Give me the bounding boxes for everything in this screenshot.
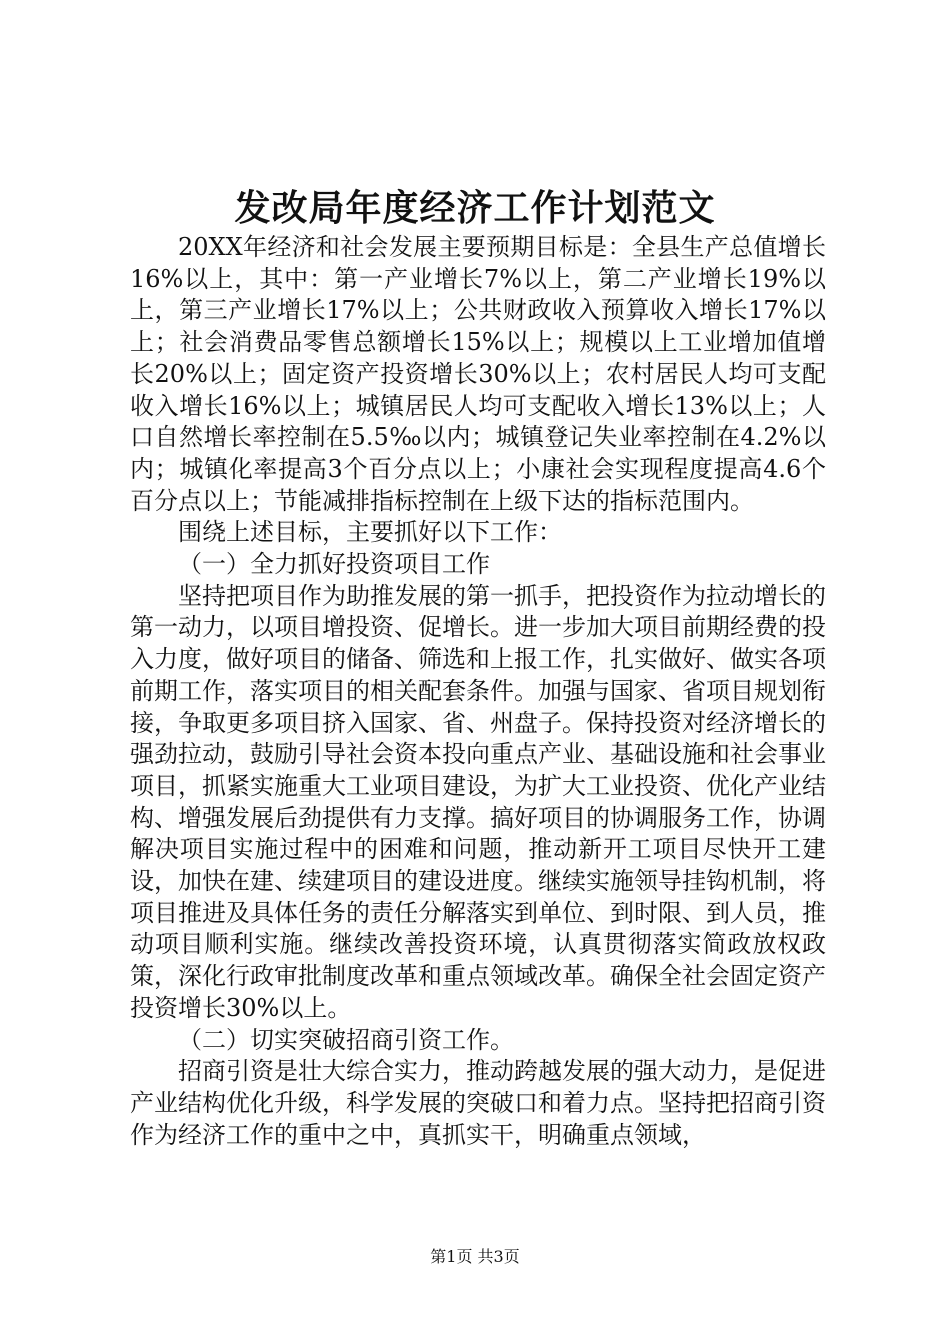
paragraph-investment: 坚持把项目作为助推发展的第一抓手，把投资作为拉动增长的第一动力，以项目增投资、促增长。进一步加大项目前期经费的投入力度，做好项目的储备、筛选和上报工作，扎实做好、做实各项前期工作，落实项目的相关配套条件。加强与国家、省项目规划衔接，争取更多项目挤入国家、省、州盘子。保持投资对经济增长的强劲拉动，鼓励引导社会资本投向重点产业、基础设施和社会事业项目，抓紧实施重大工业项目建设，为扩大工业投资、优化产业结构、增强发展后劲提供有力支撑。搞好项目的协调服务工作，协调解决项目实施过程中的困难和问题，推动新开工项目尽快开工建设，加快在建、续建项目的建设进度。继续实施领导挂钩机制，将项目推进及具体任务的责任分解落实到单位、到时限、到人员，推动项目顺利实施。继续改善投资环境，认真贯彻落实简政放权政策，深化行政审批制度改革和重点领域改革。确保全社会固定资产投资增长30%以上。: [130, 581, 826, 1022]
document-body: [130, 232, 826, 1151]
section-heading-1: （一）全力抓好投资项目工作: [178, 550, 490, 579]
paragraph-targets: 20XX年经济和社会发展主要预期目标是：全县生产总值增长16%以上，其中：第一产业增长7%以上，第二产业增长19%以上，第三产业增长17%以上；公共财政收入预算收入增长17%以上；社会消费品零售总额增长15%以上；规模以上工业增加值增长20%以上；固定资产投资增长30%以上；农村居民人均可支配收入增长16%以上；城镇居民人均可支配收入增长13%以上；人口自然增长率控制在5.5‰以内；城镇登记失业率控制在4.2%以内；城镇化率提高3个百分点以上；小康社会实现程度提高4.6个百分点以上；节能减排指标控制在上级下达的指标范围内。: [130, 233, 826, 515]
paragraph-intro: 围绕上述目标，主要抓好以下工作：: [178, 518, 562, 547]
paragraph-investment-attraction: 招商引资是壮大综合实力，推动跨越发展的强大动力，是促进产业结构优化升级，科学发展的突破口和着力点。坚持把招商引资作为经济工作的重中之中，真抓实干，明确重点领域，: [130, 1057, 826, 1149]
section-heading-2: （二）切实突破招商引资工作。: [178, 1025, 514, 1054]
page-number: 第1页 共3页: [430, 1247, 520, 1266]
document-title: 发改局年度经济工作计划范文: [234, 187, 716, 229]
